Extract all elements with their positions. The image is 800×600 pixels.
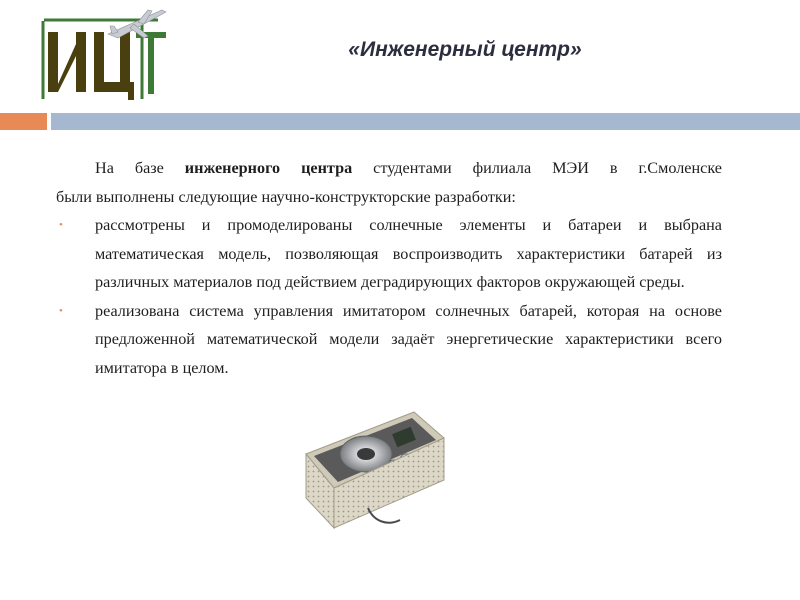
bullet-list	[56, 211, 722, 382]
intro-prefix: На базе	[95, 159, 185, 177]
bullet-text: рассмотрены и промоделированы солнечные элементы и батареи и выбрана математическая модель, позволяющая воспроизводить характеристики батарей из различных материалов под действием деградирующих факторов окружающей среды.	[95, 216, 722, 291]
header-band	[51, 113, 800, 130]
slide-body	[56, 154, 722, 382]
list-item	[56, 211, 722, 297]
intro-paragraph	[56, 154, 722, 183]
intro-line-2: были выполнены следующие научно-конструкторские разработки:	[56, 187, 516, 206]
intro-bold: инженерного центра	[184, 159, 353, 177]
intro-suffix: студентами филиала МЭИ в г.Смоленске	[352, 159, 722, 177]
solar-simulator-device-image	[296, 404, 448, 550]
bullet-marker-icon: •	[59, 219, 63, 231]
bullet-text: реализована система управления имитатором солнечных батарей, которая на основе предложенной математической модели задаёт энергетические характеристики всего имитатора в целом.	[95, 301, 722, 377]
list-item	[56, 297, 722, 383]
slide-title: «Инженерный центр»	[348, 38, 582, 61]
bullet-marker-icon: •	[59, 304, 63, 317]
ict-logo	[38, 4, 168, 102]
accent-band	[0, 113, 47, 130]
